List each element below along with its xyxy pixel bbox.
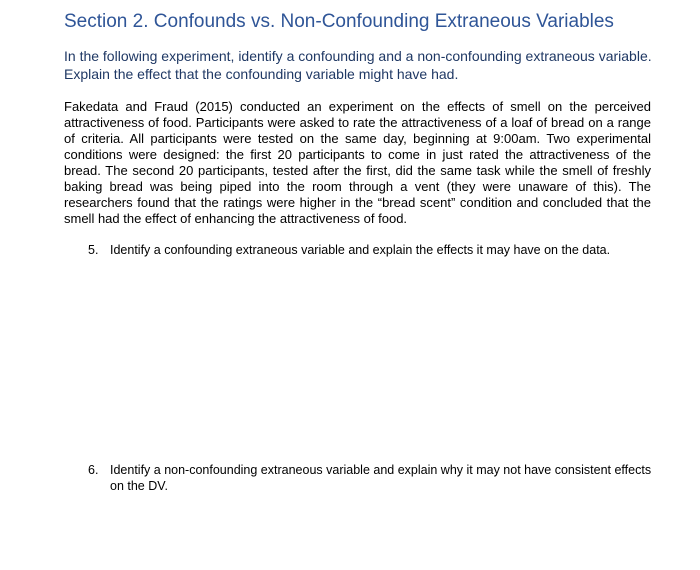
question-5 (88, 242, 658, 258)
section-title: Section 2. Confounds vs. Non-Confounding Extraneous Variables (64, 11, 614, 32)
question-text: Identify a non-confounding extraneous variable and explain why it may not have consistent effects on the DV. (110, 463, 652, 493)
question-number: 6. (88, 463, 99, 477)
question-6 (88, 462, 658, 494)
experiment-passage: Fakedata and Fraud (2015) conducted an experiment on the effects of smell on the perceived attractiveness of food. Participants were asked to rate the attractiveness of a loaf of bread on a range of criteria. All participants were tested on the same day, beginning at 9:00am. Two experimental conditions were designed: the first 20 participants to come in just rated the attractiveness of the bread. The second 20 participants, tested after the first, did the same task while the smell of freshly baking bread was being piped into the room through a vent (they were unaware of this). The researchers found that the ratings were higher in the “bread scent” condition and concluded that the smell had the effect of enhancing the attractiveness of food. (64, 99, 651, 226)
question-number: 5. (88, 243, 99, 257)
instruction-text: In the following experiment, identify a confounding and a non-confounding extraneous variable. Explain the effect that the confounding variable might have had. (64, 48, 652, 82)
question-text: Identify a confounding extraneous variable and explain the effects it may have on the data. (110, 243, 611, 257)
